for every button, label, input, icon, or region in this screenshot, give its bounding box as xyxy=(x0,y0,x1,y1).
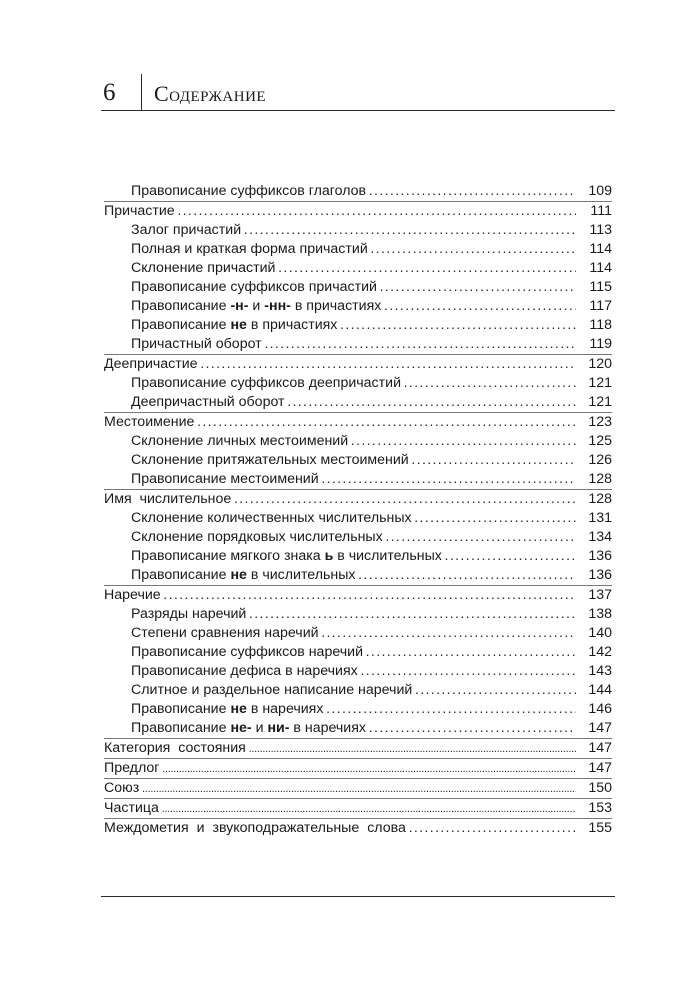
toc-subsection-entry xyxy=(104,547,612,566)
toc-entry-title-fragment: в наречиях xyxy=(289,720,367,736)
toc-entry-page-number: 111 xyxy=(590,203,612,219)
toc-entry-title-with-leader xyxy=(104,355,576,374)
toc-entry-title xyxy=(131,241,368,257)
toc-subsection-entry xyxy=(104,528,612,547)
toc-entry-title xyxy=(104,587,161,603)
toc-subsection-entry xyxy=(104,451,612,470)
page-header xyxy=(101,74,615,111)
toc-entry-title-with-leader xyxy=(131,316,576,335)
toc-entry-title-fragment: Правописание суффиксов деепричастий xyxy=(131,375,401,391)
toc-entry-title xyxy=(131,452,409,468)
toc-entry-title xyxy=(131,720,366,736)
toc-entry-title-bold-fragment: ь xyxy=(324,548,334,564)
toc-entry-title-bold-fragment: не- xyxy=(230,720,252,736)
toc-subsection-entry xyxy=(104,605,612,624)
toc-entry-title-fragment: Склонение притяжательных местоимений xyxy=(131,452,409,468)
toc-entry-title xyxy=(131,644,363,660)
page-number: 6 xyxy=(103,79,116,106)
toc-entry-title xyxy=(131,279,377,295)
toc-entry-title xyxy=(131,222,241,238)
toc-section-entry xyxy=(104,818,612,838)
toc-subsection-entry xyxy=(104,335,612,354)
toc-subsection-entry xyxy=(104,700,612,719)
toc-entry-title-fragment: в числительных xyxy=(246,567,356,583)
toc-section-entry xyxy=(104,585,612,605)
toc-section-entry xyxy=(104,778,612,798)
toc-entry-title-fragment: Предлог xyxy=(104,760,160,776)
footer-divider xyxy=(101,896,615,897)
toc-entry-title xyxy=(131,433,348,449)
toc-entry-title xyxy=(131,394,285,410)
toc-subsection-entry xyxy=(104,624,612,643)
toc-entry-title-fragment: Причастный оборот xyxy=(131,336,262,352)
toc-subsection-entry xyxy=(104,719,612,738)
toc-entry-title-with-leader xyxy=(104,413,576,432)
toc-entry-page-number: 114 xyxy=(589,260,612,276)
toc-entry-page-number: 109 xyxy=(588,183,612,199)
toc-entry-page-number: 136 xyxy=(588,548,612,564)
toc-subsection-entry xyxy=(104,316,612,335)
toc-entry-title-fragment: в причастиях xyxy=(290,298,382,314)
toc-entry-title-with-leader xyxy=(131,278,576,297)
toc-entry-title-with-leader xyxy=(131,681,576,700)
toc-entry-title xyxy=(131,375,401,391)
toc-entry-title-with-leader xyxy=(104,799,576,818)
toc-entry-title-bold-fragment: не xyxy=(230,567,247,583)
toc-entry-page-number: 138 xyxy=(588,606,612,622)
toc-subsection-entry xyxy=(104,221,612,240)
toc-section-entry xyxy=(104,201,612,221)
toc-entry-page-number: 120 xyxy=(588,356,612,372)
toc-entry-title-with-leader xyxy=(104,202,576,221)
toc-entry-title xyxy=(104,760,159,776)
toc-entry-title xyxy=(131,606,246,622)
toc-entry-title-fragment: Правописание суффиксов глаголов xyxy=(131,183,367,199)
toc-entry-title xyxy=(131,625,319,641)
toc-entry-title-fragment: в причастиях xyxy=(246,317,338,333)
toc-entry-title-fragment: Залог причастий xyxy=(131,222,242,238)
toc-entry-title-fragment: Слитное и раздельное написание наречий xyxy=(131,682,413,698)
toc-entry-page-number: 121 xyxy=(588,375,612,391)
toc-entry-title xyxy=(131,336,262,352)
toc-entry-title-with-leader xyxy=(131,182,576,201)
toc-entry-title-with-leader xyxy=(131,605,576,624)
toc-entry-title-fragment: Склонение причастий xyxy=(131,260,276,276)
toc-subsection-entry xyxy=(104,681,612,700)
toc-entry-title-fragment: Правописание местоимений xyxy=(131,471,319,487)
toc-entry-page-number: 155 xyxy=(588,820,612,836)
toc-entry-title-with-leader xyxy=(131,509,576,528)
toc-entry-title-bold-fragment: -нн- xyxy=(264,298,291,314)
toc-entry-title-fragment: Правописание мягкого знака xyxy=(131,548,325,564)
page-title: Содержание xyxy=(154,81,267,106)
toc-entry-page-number: 147 xyxy=(588,740,612,756)
toc-entry-title-with-leader xyxy=(131,451,576,470)
toc-entry-title-with-leader xyxy=(131,240,576,259)
toc-section-entry xyxy=(104,489,612,509)
toc-entry-title-fragment: Имя числительное xyxy=(104,491,232,507)
toc-subsection-entry xyxy=(104,662,612,681)
toc-entry-title-bold-fragment: -н- xyxy=(230,298,249,314)
toc-entry-title-fragment: Причастие xyxy=(104,203,175,219)
toc-entry-page-number: 147 xyxy=(588,760,612,776)
toc-entry-page-number: 146 xyxy=(588,701,612,717)
toc-entry-title-with-leader xyxy=(104,739,576,758)
toc-entry-page-number: 144 xyxy=(588,682,612,698)
toc-subsection-entry xyxy=(104,470,612,489)
toc-entry-title-with-leader xyxy=(131,719,576,738)
toc-entry-title-fragment: Правописание xyxy=(131,298,231,314)
toc-entry-page-number: 137 xyxy=(588,587,612,603)
toc-section-entry xyxy=(104,738,612,758)
toc-entry-title-with-leader xyxy=(104,819,576,838)
toc-entry-title-with-leader xyxy=(131,259,576,278)
toc-entry-title xyxy=(104,740,246,756)
toc-entry-title-fragment: Категория состояния xyxy=(104,740,246,756)
toc-subsection-entry xyxy=(104,297,612,316)
toc-entry-page-number: 150 xyxy=(588,780,612,796)
toc-entry-title-with-leader xyxy=(131,393,576,412)
toc-entry-title-with-leader xyxy=(131,566,576,585)
toc-entry-title-fragment: Правописание суффиксов наречий xyxy=(131,644,363,660)
toc-entry-title xyxy=(131,471,319,487)
toc-entry-title xyxy=(104,780,139,796)
toc-subsection-entry xyxy=(104,278,612,297)
toc-entry-title-with-leader xyxy=(131,374,576,393)
toc-entry-title-fragment: Союз xyxy=(104,780,140,796)
toc-entry-title-with-leader xyxy=(104,779,576,798)
toc-entry-page-number: 128 xyxy=(588,471,612,487)
toc-entry-title xyxy=(131,567,356,583)
toc-entry-title xyxy=(131,298,381,314)
toc-entry-page-number: 147 xyxy=(588,720,612,736)
toc-entry-page-number: 140 xyxy=(588,625,612,641)
toc-entry-title-fragment: Частица xyxy=(104,800,159,816)
toc-entry-title-with-leader xyxy=(131,624,576,643)
toc-subsection-entry xyxy=(104,566,612,585)
toc-entry-title-with-leader xyxy=(131,297,576,316)
toc-entry-title-fragment: и xyxy=(248,298,265,314)
toc-entry-page-number: 118 xyxy=(589,317,612,333)
toc-section-entry xyxy=(104,798,612,818)
toc-entry-page-number: 121 xyxy=(588,394,612,410)
toc-entry-title-fragment: Наречие xyxy=(104,587,161,603)
toc-entry-title-fragment: Склонение количественных числительных xyxy=(131,510,412,526)
toc-entry-title-fragment: Правописание дефиса в наречиях xyxy=(131,663,358,679)
toc-entry-title-bold-fragment: не xyxy=(230,317,247,333)
toc-entry-title xyxy=(131,682,412,698)
toc-section-entry xyxy=(104,412,612,432)
toc-subsection-entry xyxy=(104,374,612,393)
toc-entry-page-number: 123 xyxy=(588,414,612,430)
toc-entry-title-fragment: Деепричастие xyxy=(104,356,198,372)
toc-subsection-entry xyxy=(104,432,612,451)
toc-entry-title-with-leader xyxy=(104,759,576,778)
toc-subsection-entry xyxy=(104,393,612,412)
toc-entry-title xyxy=(131,510,412,526)
toc-entry-title xyxy=(131,701,323,717)
toc-subsection-entry xyxy=(104,259,612,278)
toc-entry-title-bold-fragment: не xyxy=(230,701,247,717)
toc-entry-title-fragment: Разряды наречий xyxy=(131,606,247,622)
table-of-contents xyxy=(104,182,612,838)
toc-entry-title-with-leader xyxy=(131,335,576,354)
toc-entry-title xyxy=(104,491,231,507)
toc-entry-title-fragment: Деепричастный оборот xyxy=(131,394,285,410)
toc-subsection-entry xyxy=(104,240,612,259)
toc-entry-page-number: 115 xyxy=(589,279,612,295)
toc-entry-title-fragment: Полная и краткая форма причастий xyxy=(131,241,368,257)
toc-entry-title-with-leader xyxy=(131,643,576,662)
toc-entry-title-with-leader xyxy=(131,432,576,451)
toc-entry-page-number: 131 xyxy=(588,510,612,526)
toc-entry-title-fragment: Правописание xyxy=(131,317,231,333)
toc-entry-title-fragment: Междометия и звукоподражательные слова xyxy=(104,820,406,836)
toc-entry-title-fragment: Склонение порядковых числительных xyxy=(131,529,383,545)
toc-entry-title xyxy=(131,260,275,276)
toc-entry-title-fragment: в числительных xyxy=(333,548,442,564)
toc-entry-page-number: 114 xyxy=(589,241,612,257)
toc-entry-page-number: 143 xyxy=(588,663,612,679)
toc-entry-title xyxy=(131,317,337,333)
toc-entry-page-number: 119 xyxy=(589,336,612,352)
toc-entry-title xyxy=(131,663,358,679)
toc-section-entry xyxy=(104,758,612,778)
toc-entry-title-with-leader xyxy=(131,221,576,240)
toc-entry-title-with-leader xyxy=(104,586,576,605)
toc-entry-title-with-leader xyxy=(131,662,576,681)
toc-entry-title-with-leader xyxy=(131,700,576,719)
toc-entry-title-with-leader xyxy=(131,470,576,489)
toc-entry-title-fragment: и xyxy=(251,720,268,736)
toc-entry-title-bold-fragment: ни- xyxy=(267,720,290,736)
toc-entry-title-fragment: Правописание xyxy=(131,701,231,717)
toc-entry-page-number: 134 xyxy=(588,529,612,545)
toc-entry-title-with-leader xyxy=(131,547,576,566)
toc-entry-title-with-leader xyxy=(104,490,576,509)
toc-entry-page-number: 113 xyxy=(589,222,612,238)
toc-section-entry xyxy=(104,354,612,374)
toc-subsection-entry xyxy=(104,182,612,201)
toc-entry-title-fragment: Правописание суффиксов причастий xyxy=(131,279,377,295)
toc-entry-title-fragment: Местоимение xyxy=(104,414,195,430)
toc-entry-page-number: 125 xyxy=(588,433,612,449)
toc-entry-title xyxy=(131,529,383,545)
toc-entry-title xyxy=(104,414,194,430)
toc-entry-page-number: 136 xyxy=(588,567,612,583)
toc-entry-title-fragment: Правописание xyxy=(131,720,231,736)
toc-subsection-entry xyxy=(104,509,612,528)
toc-entry-title-fragment: в наречиях xyxy=(246,701,324,717)
toc-entry-title-with-leader xyxy=(131,528,576,547)
toc-entry-page-number: 117 xyxy=(589,298,612,314)
toc-entry-title-fragment: Степени сравнения наречий xyxy=(131,625,319,641)
toc-entry-title xyxy=(104,356,198,372)
toc-entry-page-number: 142 xyxy=(588,644,612,660)
toc-entry-page-number: 126 xyxy=(588,452,612,468)
header-divider xyxy=(141,74,142,110)
toc-subsection-entry xyxy=(104,643,612,662)
toc-entry-title xyxy=(104,820,406,836)
toc-entry-title xyxy=(104,203,175,219)
toc-entry-page-number: 128 xyxy=(588,491,612,507)
toc-entry-page-number: 153 xyxy=(588,800,612,816)
toc-entry-title-fragment: Склонение личных местоимений xyxy=(131,433,349,449)
toc-entry-title xyxy=(131,183,366,199)
toc-entry-title-fragment: Правописание xyxy=(131,567,231,583)
toc-entry-title xyxy=(104,800,159,816)
toc-entry-title xyxy=(131,548,442,564)
